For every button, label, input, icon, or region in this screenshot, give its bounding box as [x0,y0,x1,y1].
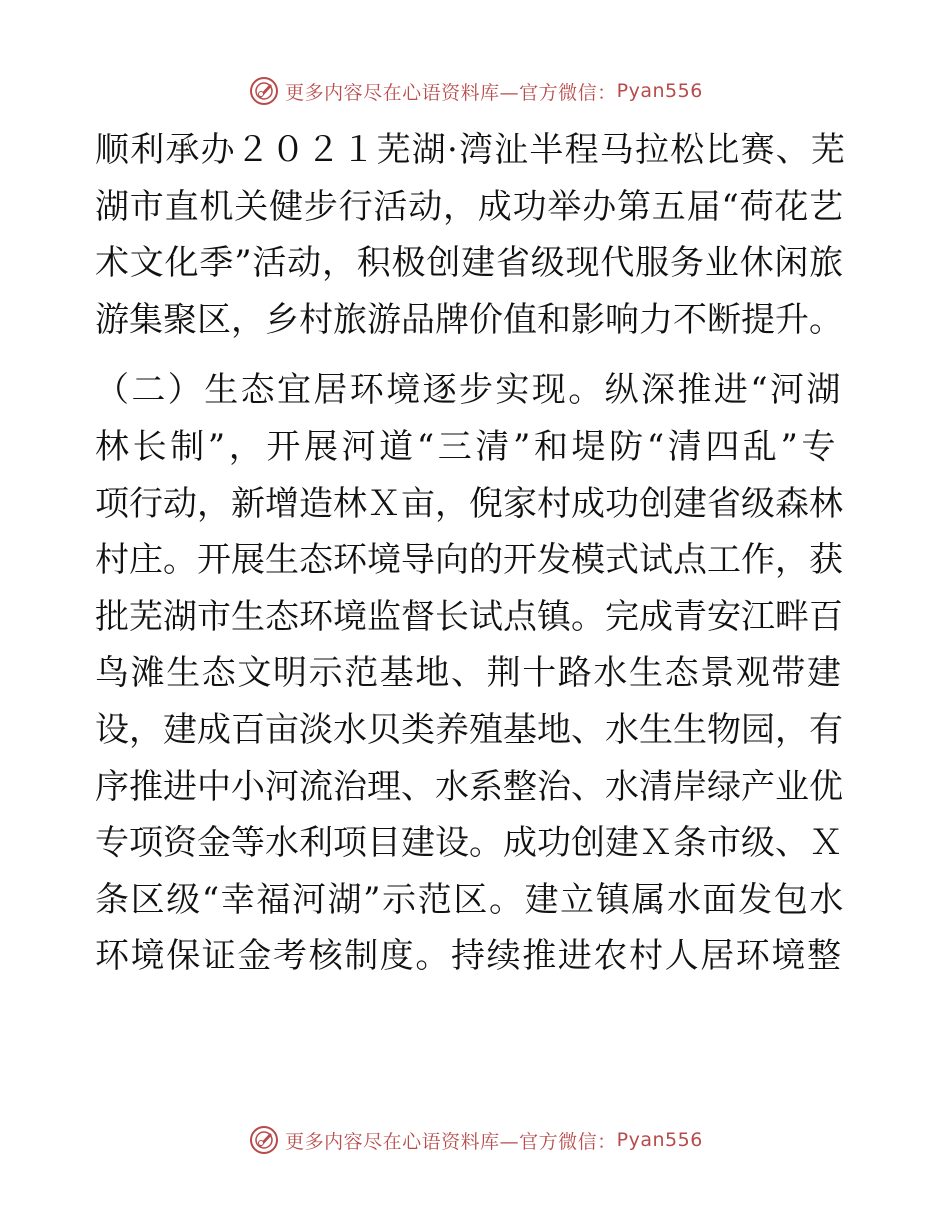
logo-icon [247,74,281,108]
section-heading-line: （二）生态宜居环境逐步实现。纵深推进“河湖 [95,370,843,411]
text-line: 林长制”，开展河道“三清”和堤防“清四乱”专 [95,426,840,467]
text-line: 顺利承办２０２１芜湖·湾沚半程马拉松比赛、芜 [95,130,847,170]
text-line: 鸟滩生态文明示范基地、荆十路水生态景观带建 [95,653,843,694]
banner-text: 更多内容尽在心语资料库—官方微信： [285,1130,617,1153]
logo-icon [247,1123,281,1157]
text-line: 设，建成百亩淡水贝类养殖基地、水生生物园，有 [95,709,843,750]
text-line: 村庄。开展生态环境导向的开发模式试点工作，获 [95,540,843,581]
footer-watermark-banner [0,1120,950,1160]
text-line: 环境保证金考核制度。持续推进农村人居环境整 [95,936,843,977]
banner-wechat-id: Pyan556 [616,1129,703,1151]
text-line: 序推进中小河流治理、水系整治、水清岸绿产业优 [95,766,843,807]
text-line: 条区级“幸福河湖”示范区。建立镇属水面发包水 [95,879,845,920]
banner-text: 更多内容尽在心语资料库—官方微信： [285,81,617,104]
text-line: 批芜湖市生态环境监督长试点镇。完成青安江畔百 [95,596,843,637]
text-line: 术文化季”活动，积极创建省级现代服务业休闲旅 [95,243,844,284]
document-body [95,122,847,985]
banner-wechat-id: Pyan556 [616,80,703,102]
paragraph-2 [95,362,847,985]
text-line: 专项资金等水利项目建设。成功创建Ｘ条市级、Ｘ [95,823,843,864]
header-watermark-banner [0,71,950,111]
text-line: 游集聚区，乡村旅游品牌价值和影响力不断提升。 [95,299,843,340]
paragraph-1 [95,122,847,348]
text-line: 项行动，新增造林Ｘ亩，倪家村成功创建省级森林 [95,483,843,524]
text-line: 湖市直机关健步行活动，成功举办第五届“荷花艺 [95,186,844,227]
